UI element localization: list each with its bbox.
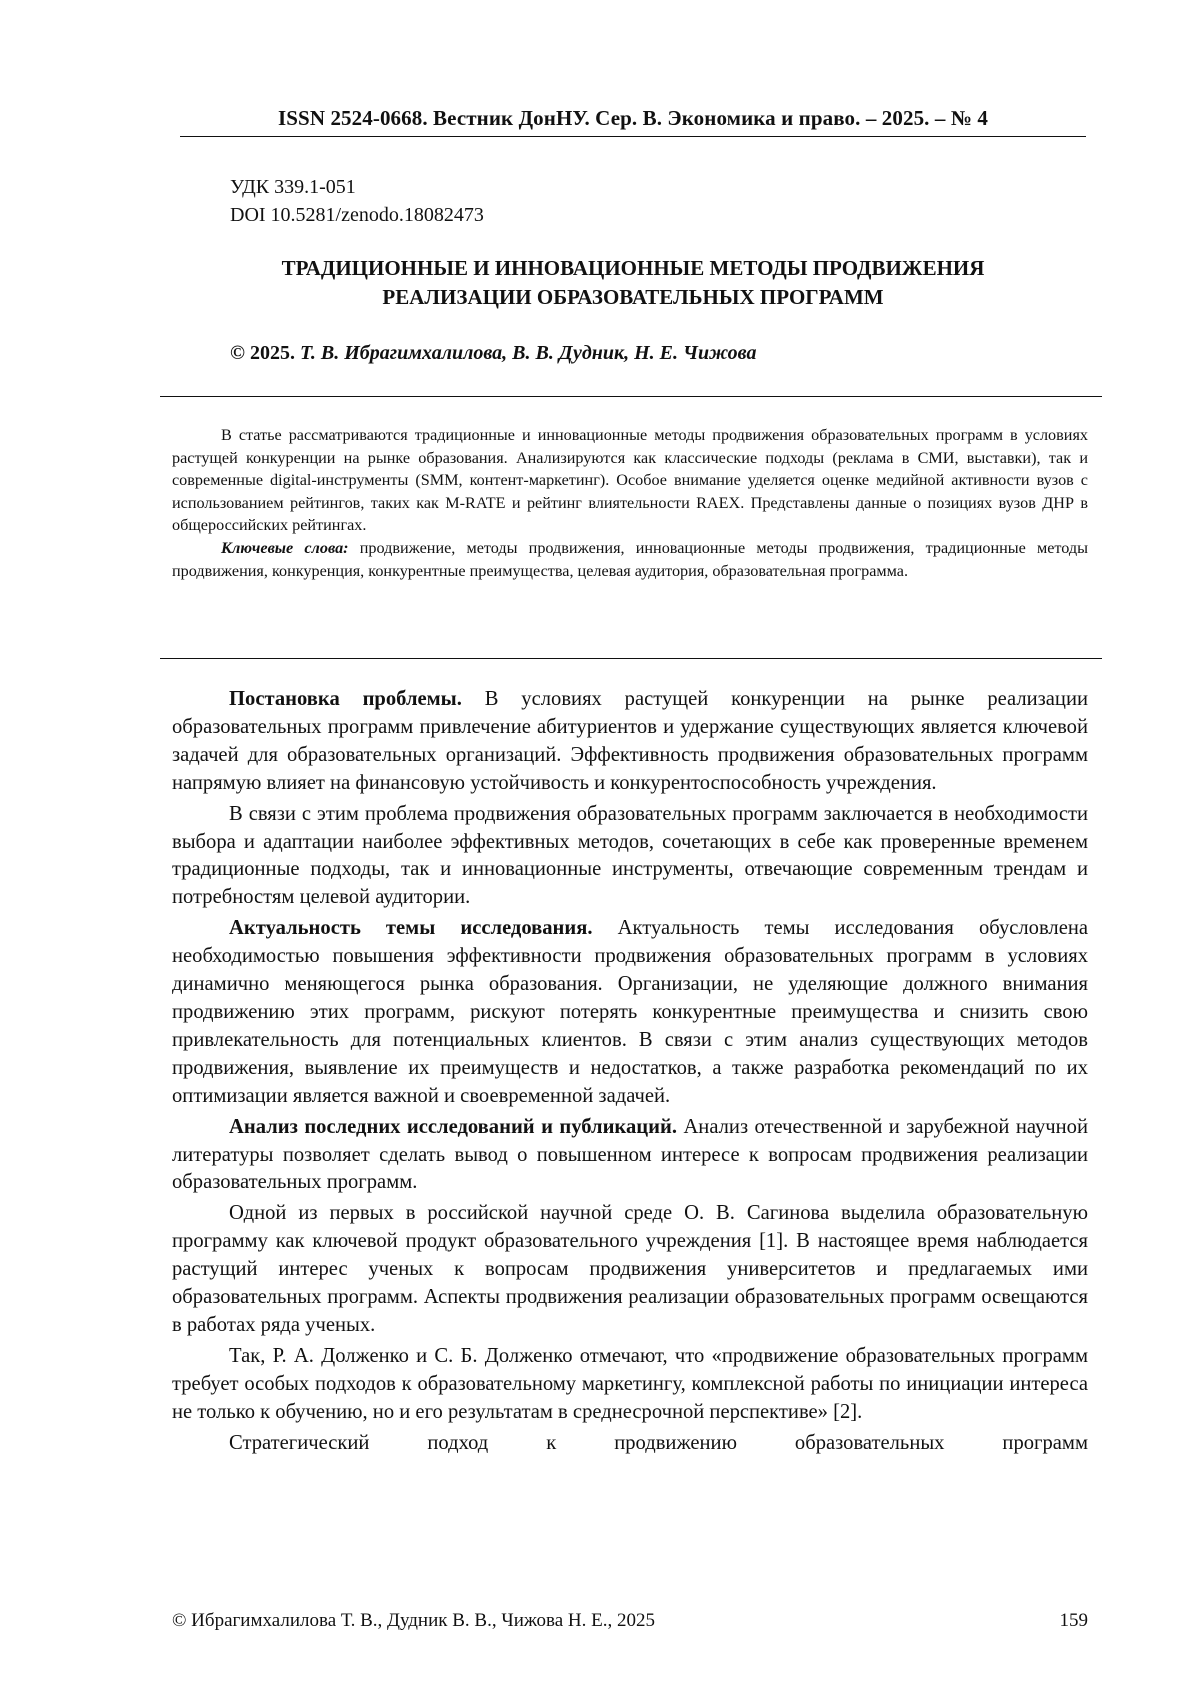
paragraph-text: Анализ отечественной и зарубежной научной литературы позволяет сделать вывод о повышенном интересе к вопросам продвижения реализации образовательных программ. <box>172 1115 1088 1194</box>
paragraph: Одной из первых в российской научной среде О. В. Сагинова выделила образовательную программу как ключевой продукт образовательного учреждения [1]. В настоящее время наблюдается растущий интерес ученых к вопросам продвижения университетов и предлагаемых ими образовательных программ. Аспекты продвижения реализации образовательных программ освещаются в работах ряда ученых. <box>172 1202 1088 1336</box>
paragraph: Так, Р. А. Долженко и С. Б. Долженко отмечают, что «продвижение образовательных программ требует особых подходов к образовательному маркетингу, комплексной работы по инициации интереса не только к обучению, но и его результатам в среднесрочной перспективе» [2]. <box>172 1344 1088 1423</box>
paragraph-text: В условиях растущей конкуренции на рынке реализации образовательных программ привлечение абитуриентов и удержание существующих является ключевой задачей для образовательных организаций. Эффективность продвижения образовательных программ напрямую влияет на финансовую устойчивость и конкурентоспособность учреждения. <box>172 688 1088 794</box>
footer-copyright: © Ибрагимхалилова Т. В., Дудник В. В., Чижова Н. Е., 2025 <box>172 1610 655 1631</box>
article-body <box>172 686 1088 1460</box>
paragraph-text: Актуальность темы исследования обусловлена необходимостью повышения эффективности продвижения образовательных программ в условиях динамично меняющегося рынка образования. Организации, не уделяющие должного внимания продвижению этих программ, рискуют потерять конкурентные преимущества и снизить свою привлекательность для потенциальных клиентов. В связи с этим анализ существующих методов продвижения, выявление их преимуществ и недостатков, а также разработка рекомендаций по их оптимизации является важной и своевременной задачей. <box>172 917 1088 1107</box>
section-heading: Актуальность темы исследования. <box>229 917 593 940</box>
authors-line <box>230 342 756 365</box>
abstract-bottom-rule <box>160 658 1102 659</box>
article-title <box>180 254 1086 312</box>
udk-code: УДК 339.1-051 <box>230 176 356 198</box>
section-heading: Постановка проблемы. <box>229 688 462 710</box>
paragraph <box>172 686 1088 798</box>
section-heading: Анализ последних исследований и публикаций. <box>229 1115 678 1138</box>
keywords-label: Ключевые слова: <box>221 538 349 557</box>
keywords <box>172 537 1088 582</box>
journal-header: ISSN 2524-0668. Вестник ДонНУ. Сер. В. Экономика и право. – 2025. – № 4 <box>278 106 988 130</box>
abstract-text: В статье рассматриваются традиционные и инновационные методы продвижения образовательных программ в условиях растущей конкуренции на рынке образования. Анализируются как классические подходы (реклама в СМИ, выставки), так и современные digital-инструменты (SMM, контент-маркетинг). Особое внимание уделяется оценке медийной активности вузов с использованием рейтингов, таких как M-RATE и рейтинг влиятельности RAEX. Представлены данные о позициях вузов ДНР в общероссийских рейтингах. <box>172 426 1088 535</box>
doi[interactable]: DOI 10.5281/zenodo.18082473 <box>230 204 484 226</box>
title-line-2: РЕАЛИЗАЦИИ ОБРАЗОВАТЕЛЬНЫХ ПРОГРАММ <box>382 285 884 309</box>
page-number: 159 <box>1059 1610 1088 1631</box>
header-rule <box>180 136 1086 137</box>
keywords-list: продвижение, методы продвижения, инновационные методы продвижения, традиционные методы продвижения, конкуренция, конкурентные преимущества, целевая аудитория, образовательная программа. <box>172 538 1089 580</box>
copyright-year: © 2025. <box>230 342 295 364</box>
paragraph: Стратегический подход к продвижению образовательных программ <box>229 1431 1088 1454</box>
abstract <box>172 424 1088 582</box>
identifiers-block <box>230 173 484 229</box>
paragraph: В связи с этим проблема продвижения образовательных программ заключается в необходимости выбора и адаптации наиболее эффективных методов, сочетающих в себе как проверенные временем традиционные подходы, так и инновационные инструменты, отвечающие современным трендам и потребностям целевой аудитории. <box>172 802 1088 909</box>
title-line-1: ТРАДИЦИОННЫЕ И ИННОВАЦИОННЫЕ МЕТОДЫ ПРОДВИЖЕНИЯ <box>281 256 985 280</box>
author-names: Т. В. Ибрагимхалилова, В. В. Дудник, Н. Е. Чижова <box>299 342 757 364</box>
paragraph <box>172 1114 1088 1198</box>
paragraph <box>172 915 1088 1110</box>
abstract-top-rule <box>160 396 1102 397</box>
